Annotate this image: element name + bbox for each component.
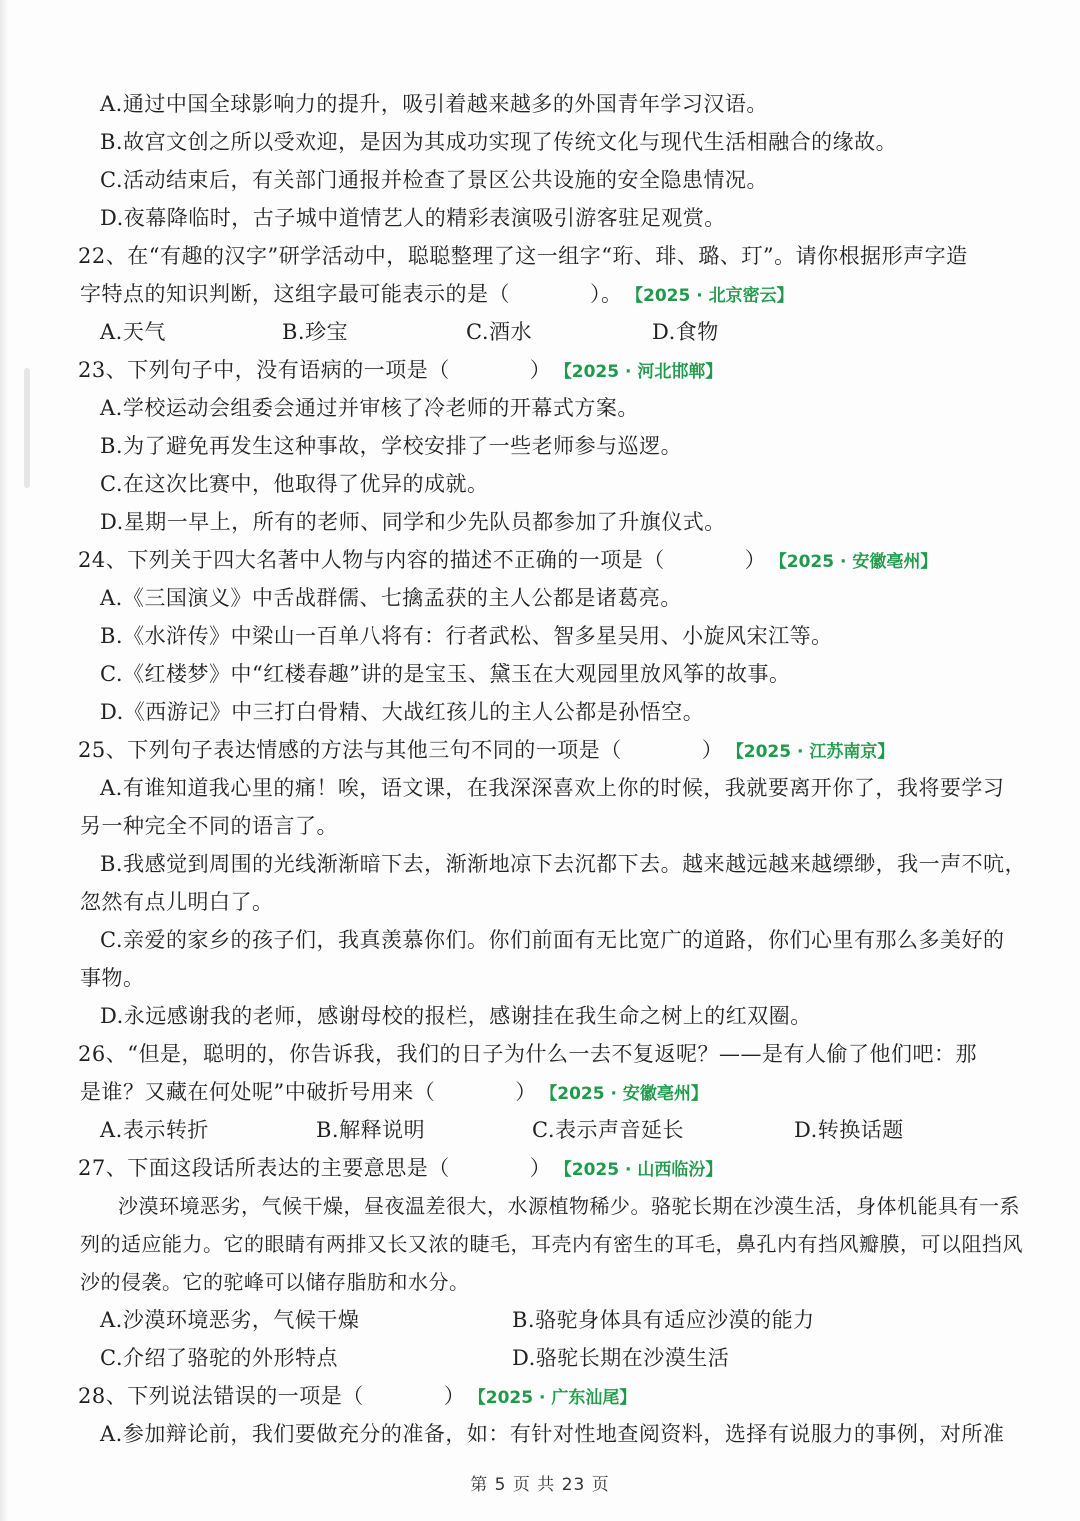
q26-stem-text: 是谁？又藏在何处呢”中破折号用来（	[80, 1080, 436, 1104]
q22-option-b: B.珍宝	[282, 320, 349, 344]
q28-stem-end: ）	[443, 1384, 466, 1408]
q24-option-a: A.《三国演义》中舌战群儒、七擒孟获的主人公都是诸葛亮。	[100, 586, 682, 610]
q25-option-a-line1: A.有谁知道我心里的痛！唉，语文课，在我深深喜欢上你的时候，我就要离开你了，我将要学习	[100, 776, 1005, 800]
q27-options-row2	[100, 1339, 1010, 1377]
q28-source-tag: 【2025 · 广东汕尾】	[477, 1388, 637, 1408]
q25-option-c-line2: 事物。	[80, 966, 145, 990]
q27-stem-end: ）	[529, 1156, 552, 1180]
q27-option-b: B.骆驼身体具有适应沙漠的能力	[512, 1308, 815, 1332]
q25-option-b-line2: 忽然有点儿明白了。	[80, 890, 274, 914]
q24-source-tag: 【2025 · 安徽亳州】	[778, 552, 938, 572]
q24-stem-text: 24、下列关于四大名著中人物与内容的描述不正确的一项是（	[78, 548, 665, 572]
q22-option-a: A.天气	[100, 320, 166, 344]
q24-option-d: D.《西游记》中三打白骨精、大战红孩儿的主人公都是孙悟空。	[100, 700, 705, 724]
q22-options-row	[100, 313, 1010, 351]
q23-stem-text: 23、下列句子中，没有语病的一项是（	[78, 358, 450, 382]
q22-option-d: D.食物	[652, 320, 719, 344]
q25-stem-text: 25、下列句子表达情感的方法与其他三句不同的一项是（	[78, 738, 622, 762]
q21-option-b: B.故宫文创之所以受欢迎，是因为其成功实现了传统文化与现代生活相融合的缘故。	[100, 130, 898, 154]
q26-option-c: C.表示声音延长	[532, 1118, 684, 1142]
page-number: 第 5 页 共 23 页	[470, 1475, 610, 1495]
q25-option-a-line2: 另一种完全不同的语言了。	[80, 814, 338, 838]
q26-option-a: A.表示转折	[100, 1118, 209, 1142]
q24-option-c: C.《红楼梦》中“红楼春趣”讲的是宝玉、黛玉在大观园里放风筝的故事。	[100, 662, 791, 686]
q26-source-tag: 【2025 · 安徽亳州】	[548, 1084, 708, 1104]
q25-stem-end: ）	[701, 738, 724, 762]
q23-option-b: B.为了避免再发生这种事故，学校安排了一些老师参与巡逻。	[100, 434, 683, 458]
q21-option-a: A.通过中国全球影响力的提升，吸引着越来越多的外国青年学习汉语。	[100, 92, 768, 116]
q23-option-c: C.在这次比赛中，他取得了优异的成就。	[100, 472, 489, 496]
q28-stem	[78, 1377, 1010, 1415]
q21-option-d: D.夜幕降临时，古子城中道情艺人的精彩表演吸引游客驻足观赏。	[100, 206, 726, 230]
q23-stem	[78, 351, 1010, 389]
q25-option-b-line1: B.我感觉到周围的光线渐渐暗下去，渐渐地凉下去沉都下去。越来越远越来越缥缈，我一声不吭，	[100, 852, 1027, 876]
scroll-indicator[interactable]	[24, 368, 30, 488]
q27-stem	[78, 1149, 1010, 1187]
q23-option-d: D.星期一早上，所有的老师、同学和少先队员都参加了升旗仪式。	[100, 510, 726, 534]
q26-stem-line2	[80, 1073, 1010, 1111]
q27-passage-line1: 沙漠环境恶劣，气候干燥，昼夜温差很大，水源植物稀少。骆驼长期在沙漠生活，身体机能具有一系	[118, 1194, 1020, 1218]
q25-option-c-line1: C.亲爱的家乡的孩子们，我真羡慕你们。你们前面有无比宽广的道路，你们心里有那么多美好的	[100, 928, 1005, 952]
q27-option-a: A.沙漠环境恶劣，气候干燥	[100, 1308, 360, 1332]
q25-stem	[78, 731, 1010, 769]
q26-stem-end: ）	[515, 1080, 537, 1104]
q28-stem-text: 28、下列说法错误的一项是（	[78, 1384, 364, 1408]
q23-option-a: A.学校运动会组委会通过并审核了冷老师的开幕式方案。	[100, 396, 639, 420]
q28-option-a-line1: A.参加辩论前，我们要做充分的准备，如：有针对性地查阅资料，选择有说服力的事例，对所准	[100, 1422, 1005, 1446]
q27-option-d: D.骆驼长期在沙漠生活	[512, 1346, 730, 1370]
q23-source-tag: 【2025 · 河北邯郸】	[563, 362, 723, 382]
q27-passage-line2: 列的适应能力。它的眼睛有两排又长又浓的睫毛，耳壳内有密生的耳毛，鼻孔内有挡风瓣膜，可以阻挡风	[80, 1232, 1023, 1256]
q26-stem-line1: 26、“但是，聪明的，你告诉我，我们的日子为什么一去不复返呢？——是有人偷了他们吧：那	[78, 1042, 977, 1066]
page-edge-shadow	[0, 0, 8, 1521]
q22-stem-text: 字特点的知识判断，这组字最可能表示的是（	[80, 282, 510, 306]
q26-options-row	[100, 1111, 1010, 1149]
q22-stem-line2	[80, 275, 1010, 313]
q27-passage-line3: 沙的侵袭。它的驼峰可以储存脂肪和水分。	[80, 1270, 470, 1294]
q27-options-row1	[100, 1301, 1010, 1339]
q26-option-d: D.转换话题	[794, 1118, 904, 1142]
q22-stem-line1: 22、在“有趣的汉字”研学活动中，聪聪整理了这一组字“珩、琲、璐、玎”。请你根据形声字造	[78, 244, 968, 268]
q27-source-tag: 【2025 · 山西临汾】	[563, 1160, 723, 1180]
q22-source-tag: 【2025 · 北京密云】	[634, 286, 794, 306]
q27-option-c: C.介绍了骆驼的外形特点	[100, 1346, 338, 1370]
q24-stem-end: ）	[744, 548, 767, 572]
q26-option-b: B.解释说明	[316, 1118, 426, 1142]
q22-option-c: C.酒水	[466, 320, 532, 344]
q24-option-b: B.《水浒传》中梁山一百单八将有：行者武松、智多星吴用、小旋风宋江等。	[100, 624, 833, 648]
q25-source-tag: 【2025 · 江苏南京】	[735, 742, 895, 762]
q25-option-d: D.永远感谢我的老师，感谢母校的报栏，感谢挂在我生命之树上的红双圈。	[100, 1004, 812, 1028]
q24-stem	[78, 541, 1010, 579]
q21-option-c: C.活动结束后，有关部门通报并检查了景区公共设施的安全隐患情况。	[100, 168, 768, 192]
q22-stem-end: ）。	[590, 282, 623, 306]
q23-stem-end: ）	[529, 358, 552, 382]
q27-stem-text: 27、下面这段话所表达的主要意思是（	[78, 1156, 450, 1180]
